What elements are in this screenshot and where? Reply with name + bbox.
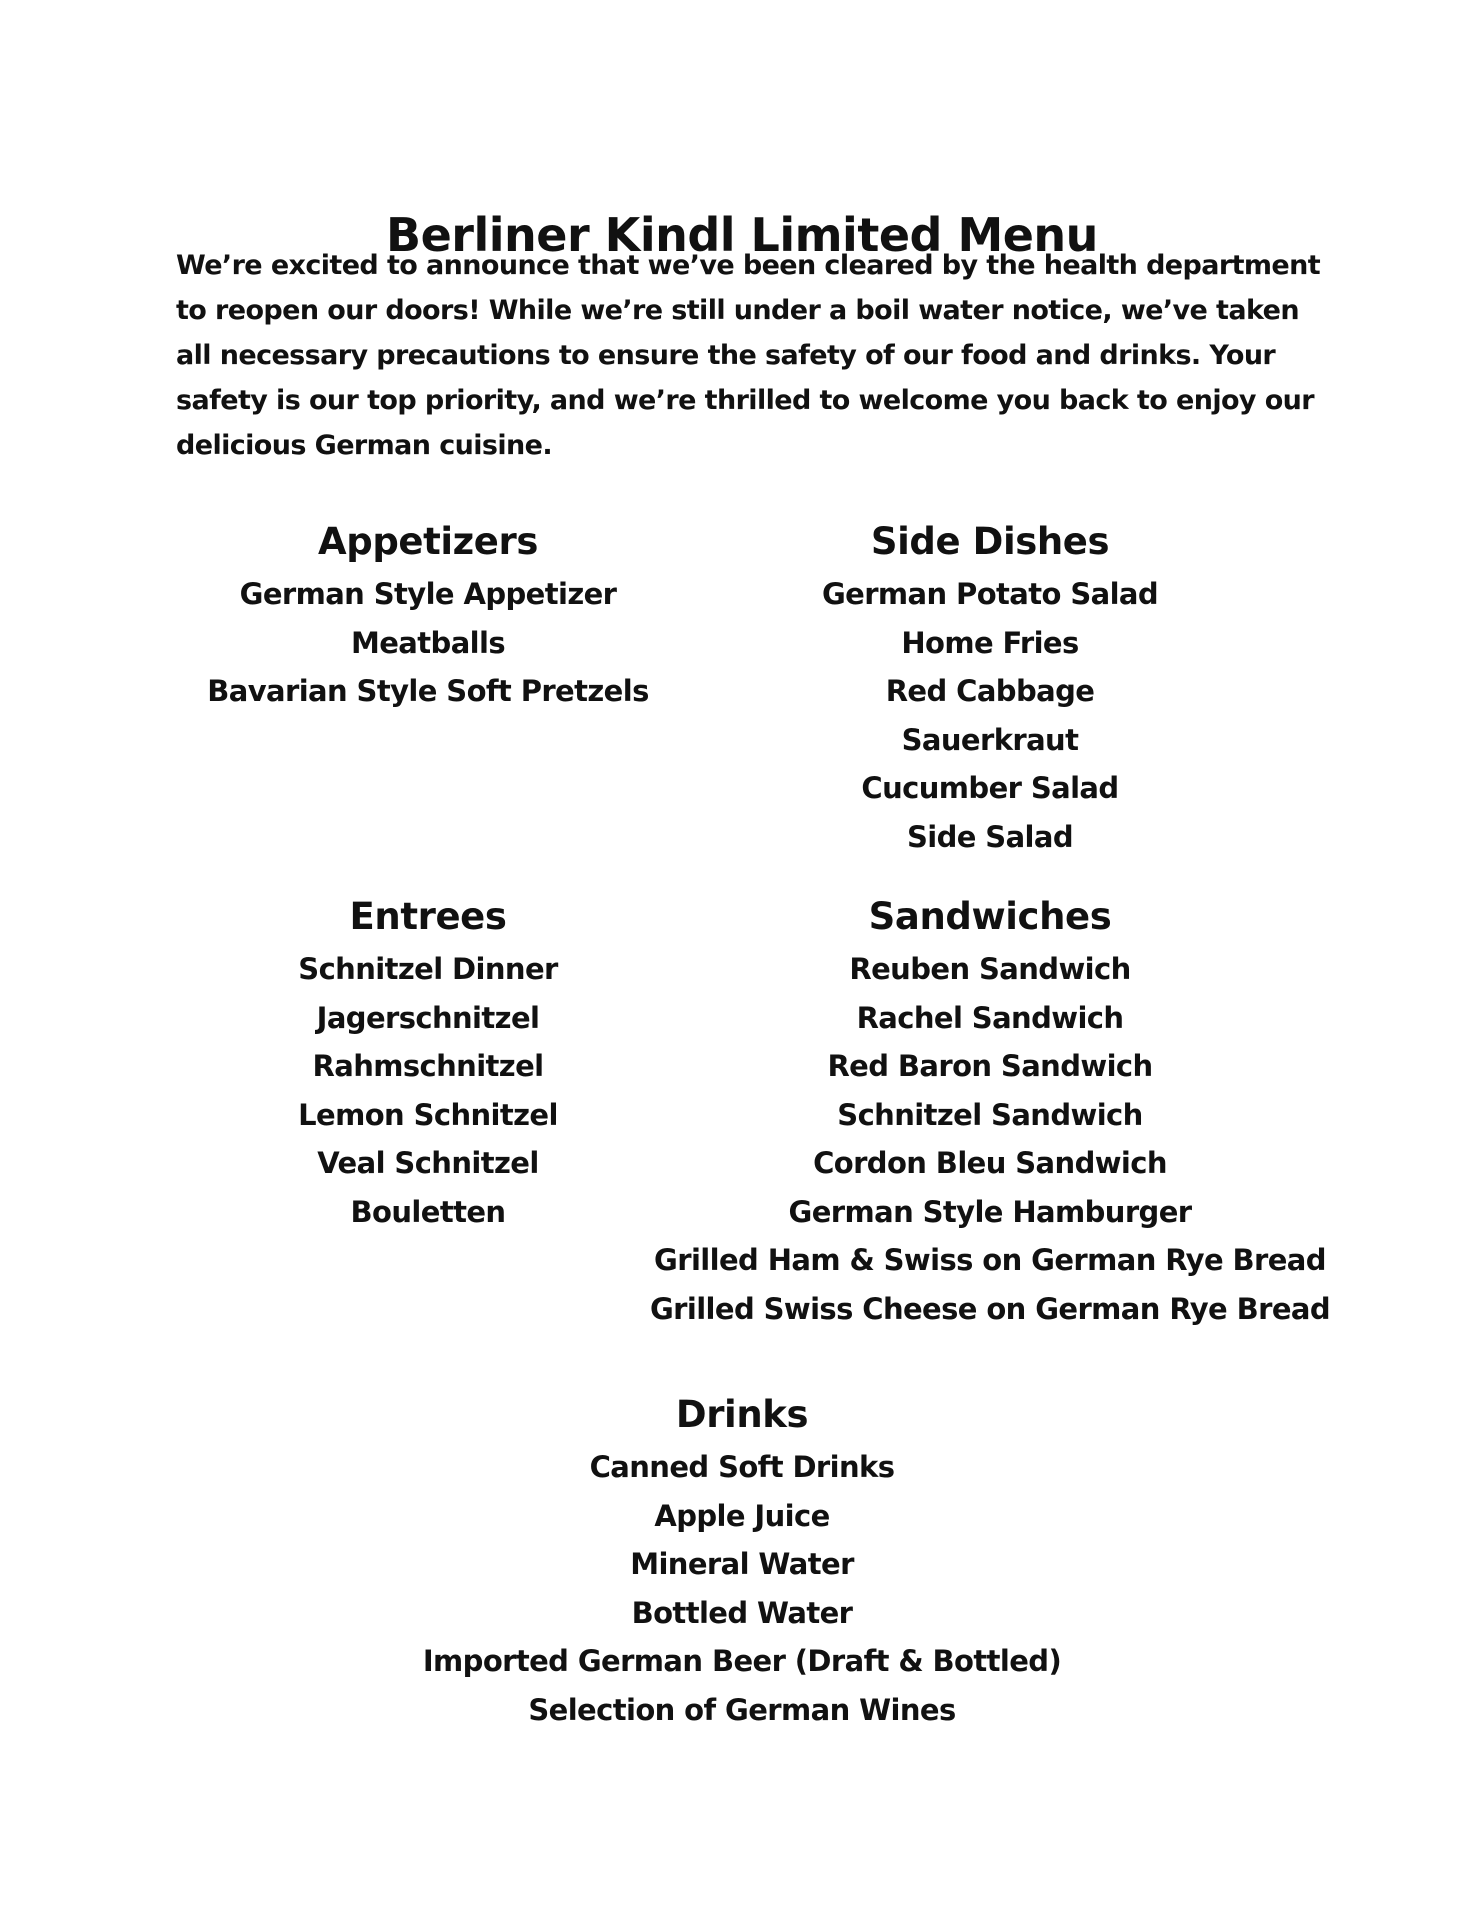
- menu-item: Bouletten: [350, 1194, 506, 1229]
- menu-item: Schnitzel Dinner: [298, 952, 558, 986]
- section-heading: Sandwiches: [868, 895, 1112, 938]
- menu-list: [392, 1443, 1092, 1734]
- section-drinks: [392, 1387, 1092, 1734]
- menu-list: [128, 570, 728, 716]
- menu-item: Red Baron Sandwich: [827, 1049, 1153, 1083]
- menu-item: Veal Schnitzel: [317, 1146, 539, 1180]
- menu-item: Bottled Water: [631, 1595, 853, 1630]
- section-heading: Drinks: [675, 1393, 809, 1436]
- section-entrees: [128, 889, 728, 1236]
- section-sandwiches: [640, 889, 1340, 1333]
- menu-item: Canned Soft Drinks: [589, 1450, 895, 1484]
- menu-item: Cucumber Salad: [861, 771, 1119, 805]
- menu-list: [690, 570, 1290, 861]
- section-appetizers: [128, 514, 728, 716]
- menu-list: [640, 945, 1340, 1333]
- menu-item: Meatballs: [350, 625, 506, 660]
- menu-item: Lemon Schnitzel: [298, 1097, 558, 1132]
- menu-item: Rachel Sandwich: [856, 1000, 1124, 1035]
- menu-item: Home Fries: [901, 625, 1079, 660]
- menu-item: Apple Juice: [654, 1498, 830, 1533]
- menu-item: Rahmschnitzel: [312, 1049, 544, 1083]
- section-heading: Appetizers: [318, 520, 538, 563]
- menu-item: Cordon Bleu Sandwich: [813, 1146, 1167, 1180]
- menu-item: Reuben Sandwich: [849, 952, 1131, 986]
- menu-list: [128, 945, 728, 1236]
- section-heading: Side Dishes: [870, 520, 1110, 563]
- menu-item: Mineral Water: [630, 1547, 854, 1581]
- menu-item: Bavarian Style Soft Pretzels: [207, 674, 649, 708]
- menu-item: Sauerkraut: [901, 722, 1079, 757]
- menu-item: Schnitzel Sandwich: [837, 1097, 1143, 1132]
- menu-item: German Potato Salad: [821, 577, 1159, 611]
- intro-paragraph: We’re excited to announce that we’ve been cleared by the health department to reopen our doors! While we’re still under a boil water notice, we’ve taken all necessary precautions to ensure the safety of our food and drinks. Your safety is our top priority, and we’re thrilled to welcome you back to enjoy our delicious German cuisine.: [176, 250, 1321, 461]
- menu-item: Jagerschnitzel: [316, 1000, 540, 1035]
- menu-item: Grilled Swiss Cheese on German Rye Bread: [649, 1291, 1331, 1326]
- menu-item: Selection of German Wines: [528, 1692, 956, 1727]
- menu-item: German Style Appetizer: [239, 577, 617, 611]
- menu-item: Grilled Ham & Swiss on German Rye Bread: [654, 1243, 1326, 1277]
- section-side-dishes: [690, 514, 1290, 861]
- menu-item: Imported German Beer (Draft & Bottled): [422, 1644, 1062, 1678]
- menu-item: Red Cabbage: [885, 674, 1095, 708]
- section-heading: Entrees: [349, 895, 507, 938]
- page-title: Berliner Kindl Limited Menu: [386, 207, 1098, 262]
- menu-item: Side Salad: [906, 819, 1074, 854]
- menu-item: German Style Hamburger: [788, 1194, 1192, 1229]
